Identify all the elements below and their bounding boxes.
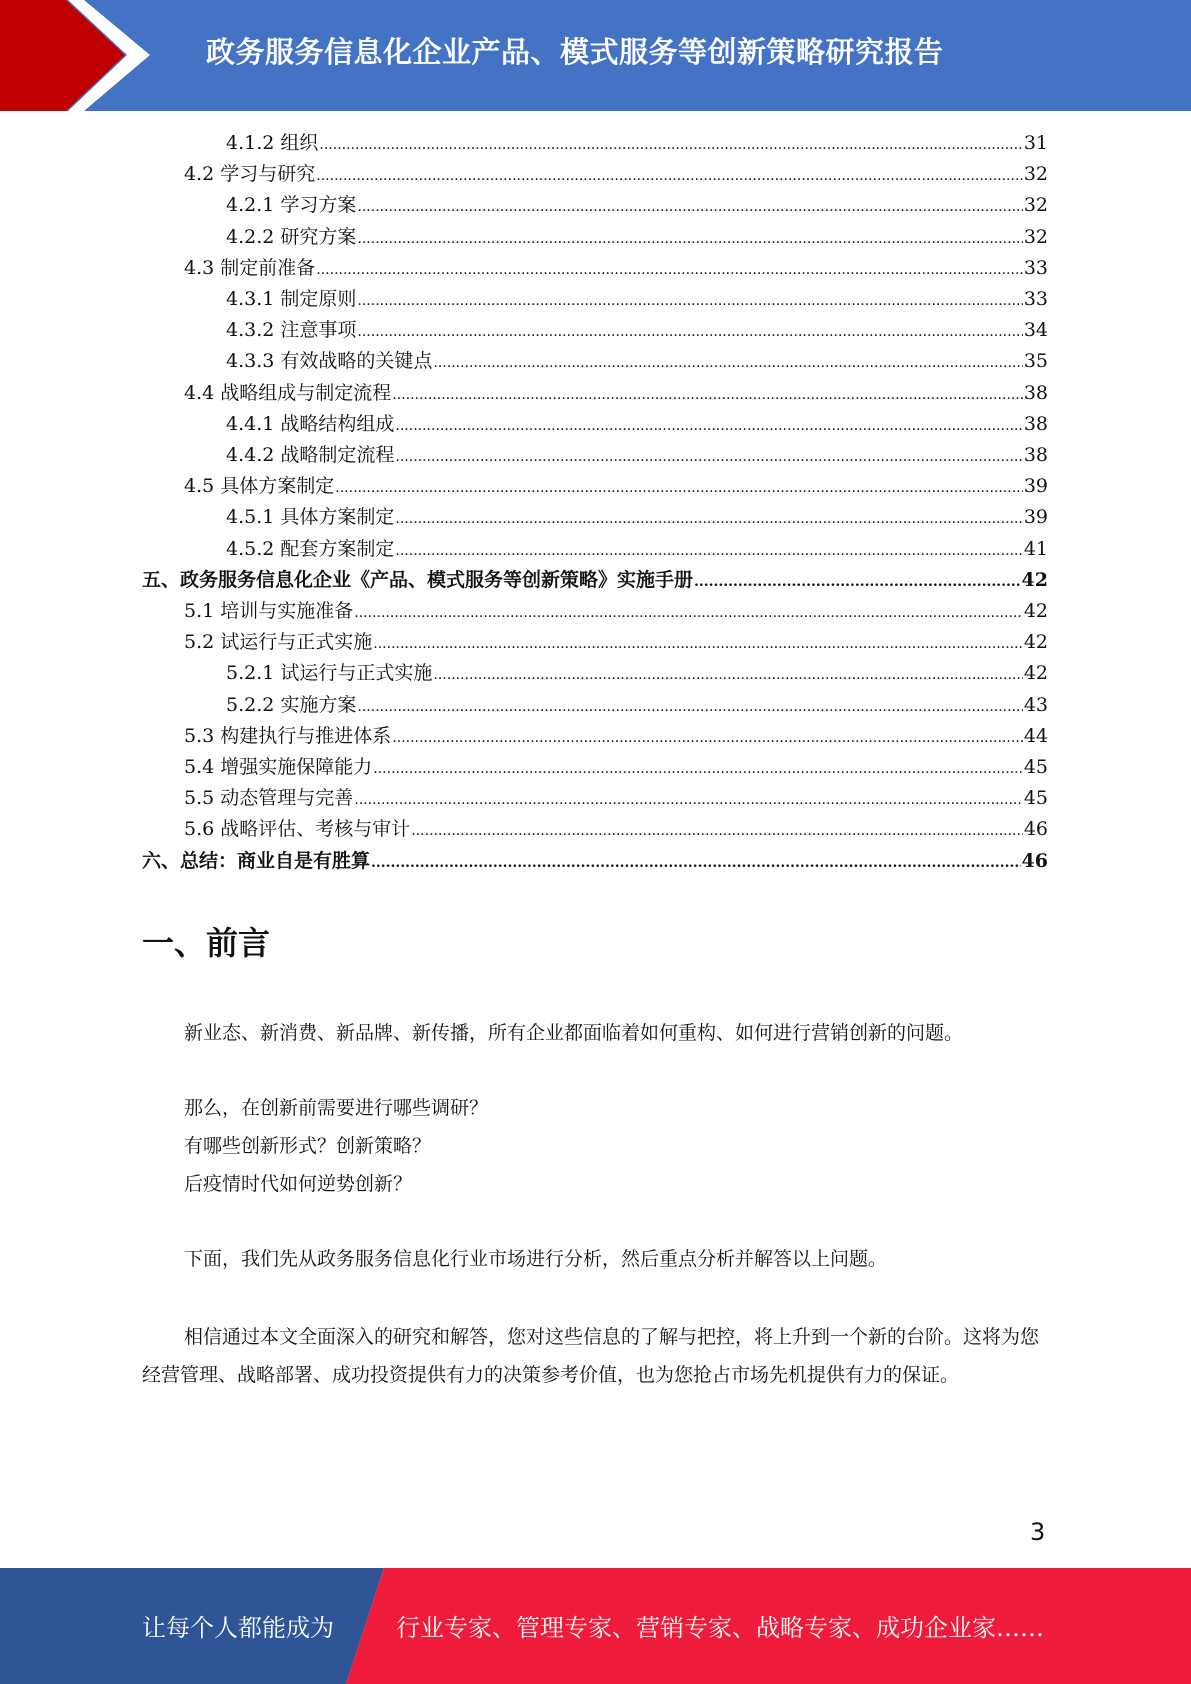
toc-entry-label: 4.5.1 具体方案制定 [226, 506, 395, 529]
toc-entry-page: 32 [1023, 225, 1048, 248]
toc-entry-label: 5.6 战略评估、考核与审计 [184, 818, 411, 841]
footer-slogan-right: 行业专家、管理专家、营销专家、战略专家、成功企业家…… [396, 1614, 1044, 1642]
toc-entry[interactable] [184, 627, 1048, 658]
toc-entry[interactable] [184, 159, 1048, 190]
question-line: 有哪些创新形式？创新策略？ [184, 1135, 432, 1157]
toc-entry[interactable] [184, 783, 1048, 814]
toc-leader-dots [357, 190, 1022, 223]
toc-entry-label: 4.2 学习与研究 [184, 163, 316, 186]
toc-entry-page: 41 [1023, 537, 1048, 560]
toc-entry-label: 4.3 制定前准备 [184, 256, 316, 279]
toc-leader-dots [373, 752, 1023, 785]
toc-leader-dots [316, 253, 1023, 286]
intro-paragraph: 新业态、新消费、新品牌、新传播，所有企业都面临着如何重构、如何进行营销创新的问题。 [184, 1022, 964, 1044]
toc-entry-label: 4.4.1 战略结构组成 [226, 412, 395, 435]
toc-entry-label: 5.2.1 试运行与正式实施 [226, 662, 433, 685]
conclusion-paragraph: 相信通过本文全面深入的研究和解答，您对这些信息的了解与把控，将上升到一个新的台阶。这将为您经营管理、战略部署、成功投资提供有力的决策参考价值，也为您抢占市场先机提供有力的保证。 [142, 1326, 1040, 1386]
toc-leader-dots [395, 534, 1022, 567]
toc-leader-dots [319, 128, 1022, 161]
toc-entry[interactable] [226, 284, 1048, 315]
toc-entry-label: 5.5 动态管理与完善 [184, 787, 354, 810]
toc-entry-label: 5.4 增强实施保障能力 [184, 756, 373, 778]
toc-entry-page: 42 [1023, 631, 1048, 654]
toc-leader-dots [357, 284, 1022, 317]
toc-entry-label: 5.2 试运行与正式实施 [184, 631, 373, 654]
toc-entry-label: 4.3.3 有效战略的关键点 [226, 350, 433, 373]
toc-entry[interactable] [226, 440, 1048, 471]
toc-entry-label: 4.4.2 战略制定流程 [226, 444, 395, 466]
toc-entry-page: 44 [1023, 724, 1048, 747]
question-line: 后疫情时代如何逆势创新？ [184, 1173, 413, 1195]
toc-entry-label: 4.5 具体方案制定 [184, 475, 335, 498]
toc-entry-page: 32 [1023, 194, 1048, 217]
toc-leader-dots [395, 440, 1022, 473]
toc-leader-dots [354, 783, 1023, 816]
toc-entry-page: 42 [1021, 568, 1048, 591]
toc-entry-page: 42 [1023, 662, 1048, 685]
toc-entry-page: 33 [1023, 256, 1048, 279]
analysis-paragraph: 下面，我们先从政务服务信息化行业市场进行分析，然后重点分析并解答以上问题。 [184, 1248, 888, 1270]
toc-entry[interactable] [226, 534, 1048, 565]
toc-entry[interactable] [142, 565, 1048, 596]
toc-entry-label: 4.2.2 研究方案 [226, 225, 357, 248]
toc-leader-dots [357, 690, 1022, 723]
toc-leader-dots [433, 346, 1022, 379]
toc-leader-dots [411, 814, 1023, 847]
toc-entry[interactable] [184, 814, 1048, 845]
toc-entry-label: 4.3.1 制定原则 [226, 288, 357, 310]
toc-entry-page: 38 [1023, 444, 1048, 466]
toc-entry-label: 5.1 培训与实施准备 [184, 600, 354, 622]
toc-entry-page: 34 [1023, 319, 1048, 342]
toc-entry-page: 46 [1021, 849, 1048, 872]
question-line: 那么，在创新前需要进行哪些调研？ [184, 1097, 489, 1119]
toc-leader-dots [694, 565, 1021, 598]
toc-entry-page: 33 [1023, 288, 1048, 310]
toc-entry-label: 4.4 战略组成与制定流程 [184, 381, 392, 404]
toc-entry-page: 31 [1023, 132, 1048, 154]
toc-leader-dots [373, 627, 1023, 660]
header-title: 政务服务信息化企业产品、模式服务等创新策略研究报告 [206, 35, 944, 69]
footer-slogan-left: 让每个人都能成为 [142, 1614, 334, 1642]
toc-entry-page: 38 [1023, 381, 1048, 404]
toc-entry-page: 32 [1023, 163, 1048, 186]
toc-entry-page: 43 [1023, 693, 1048, 716]
toc-entry[interactable] [226, 409, 1048, 440]
toc-leader-dots [354, 596, 1023, 629]
toc-entry[interactable] [226, 658, 1048, 689]
toc-leader-dots [357, 315, 1022, 348]
toc-entry-label: 4.2.1 学习方案 [226, 194, 357, 217]
toc-leader-dots [395, 409, 1022, 442]
toc-entry[interactable] [184, 253, 1048, 284]
toc-entry[interactable] [226, 222, 1048, 253]
section-heading: 一、前言 [142, 924, 271, 962]
toc-entry-page: 45 [1023, 756, 1048, 778]
toc-entry[interactable] [184, 721, 1048, 752]
toc-entry-page: 39 [1023, 475, 1048, 498]
toc-entry[interactable] [226, 128, 1048, 159]
toc-leader-dots [371, 846, 1021, 879]
page-footer [0, 1568, 1191, 1684]
page-header [0, 0, 1191, 111]
toc-entry[interactable] [226, 690, 1048, 721]
toc-entry[interactable] [184, 596, 1048, 627]
toc-entry[interactable] [142, 846, 1048, 877]
toc-entry[interactable] [226, 315, 1048, 346]
toc-entry-page: 45 [1023, 787, 1048, 810]
toc-entry-label: 4.1.2 组织 [226, 132, 319, 154]
toc-entry[interactable] [226, 502, 1048, 533]
toc-entry-page: 42 [1023, 600, 1048, 622]
toc-entry[interactable] [184, 378, 1048, 409]
page-number: 3 [1030, 1518, 1046, 1546]
toc-leader-dots [433, 658, 1022, 691]
toc-entry-label: 5.2.2 实施方案 [226, 693, 357, 716]
toc-entry-page: 35 [1023, 350, 1048, 373]
toc-leader-dots [335, 471, 1023, 504]
toc-entry-page: 46 [1023, 818, 1048, 841]
toc-leader-dots [316, 159, 1023, 192]
toc-leader-dots [395, 502, 1022, 535]
toc-entry[interactable] [184, 752, 1048, 783]
toc-leader-dots [392, 721, 1023, 754]
toc-entry[interactable] [226, 346, 1048, 377]
toc-entry-label: 4.3.2 注意事项 [226, 319, 357, 342]
toc-entry-page: 38 [1023, 412, 1048, 435]
toc-entry-label: 六、总结：商业自是有胜算 [142, 849, 371, 872]
toc-leader-dots [392, 378, 1023, 411]
toc-entry-label: 4.5.2 配套方案制定 [226, 537, 395, 560]
toc-entry-label: 五、政务服务信息化企业《产品、模式服务等创新策略》实施手册 [142, 568, 694, 591]
toc-entry-label: 5.3 构建执行与推进体系 [184, 724, 392, 747]
toc-entry[interactable] [226, 190, 1048, 221]
toc-entry-page: 39 [1023, 506, 1048, 529]
toc-entry[interactable] [184, 471, 1048, 502]
toc-leader-dots [357, 222, 1022, 255]
